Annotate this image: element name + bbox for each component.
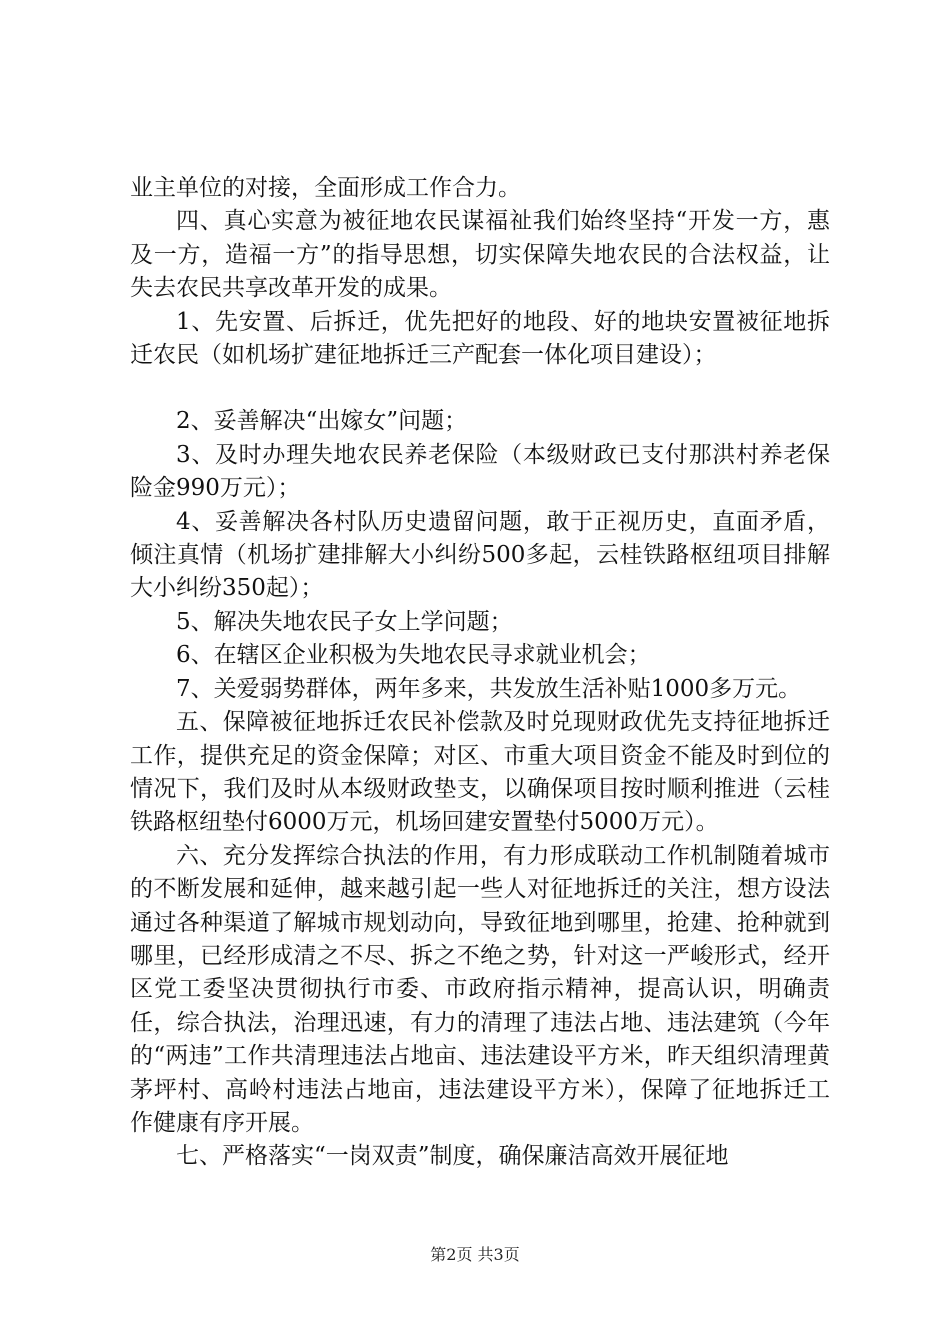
paragraph-9: 五、保障被征地拆迁农民补偿款及时兑现财政优先支持征地拆迁工作，提供充足的资金保障；对区、市重大项目资金不能及时到位的情况下，我们及时从本级财政垫支，以确保项目按时顺利推进（云桂铁路枢纽垫付6000万元，机场回建安置垫付5000万元）。 [130,709,830,836]
paragraph-2: 1、先安置、后拆迁，优先把好的地段、好的地块安置被征地拆迁农民（如机场扩建征地拆迁三产配套一体化项目建设）； [130,308,830,369]
paragraph-10: 六、充分发挥综合执法的作用，有力形成联动工作机制随着城市的不断发展和延伸，越来越引起一些人对征地拆迁的关注，想方设法通过各种渠道了解城市规划动向，导致征地到哪里，抢建、抢种就到哪里，已经形成清之不尽、拆之不绝之势，针对这一严峻形式，经开区党工委坚决贯彻执行市委、市政府指示精神，提高认识，明确责任，综合执法，治理迅速，有力的清理了违法占地、违法建筑（今年的“两违”工作共清理违法占地亩、违法建设平方米，昨天组织清理黄茅坪村、高岭村违法占地亩，违法建设平方米），保障了征地拆迁工作健康有序开展。 [130,842,830,1136]
paragraph-6: 5、解决失地农民子女上学问题； [176,608,513,635]
paragraph-gap [130,372,830,405]
paragraph-0: 业主单位的对接，全面形成工作合力。 [130,175,521,201]
paragraph-11: 七、严格落实“一岗双责”制度，确保廉洁高效开展征地 [176,1143,729,1170]
paragraph-7: 6、在辖区企业积极为失地农民寻求就业机会； [176,642,651,669]
paragraph-5: 4、妥善解决各村队历史遗留问题，敢于正视历史，直面矛盾，倾注真情（机场扩建排解大小纠纷500多起，云桂铁路枢纽项目排解大小纠纷350起）； [130,508,830,602]
page-number-footer: 第2页 共3页 [430,1245,520,1264]
paragraph-8: 7、关爱弱势群体，两年多来，共发放生活补贴1000多万元。 [176,675,802,702]
paragraph-4: 3、及时办理失地农民养老保险（本级财政已支付那洪村养老保险金990万元）； [130,441,830,502]
paragraph-1: 四、真心实意为被征地农民谋福祉我们始终坚持“开发一方，惠及一方，造福一方”的指导思想，切实保障失地农民的合法权益，让失去农民共享改革开发的成果。 [130,208,830,302]
paragraph-3: 2、妥善解决“出嫁女”问题； [176,408,468,435]
document-body [130,172,830,1174]
